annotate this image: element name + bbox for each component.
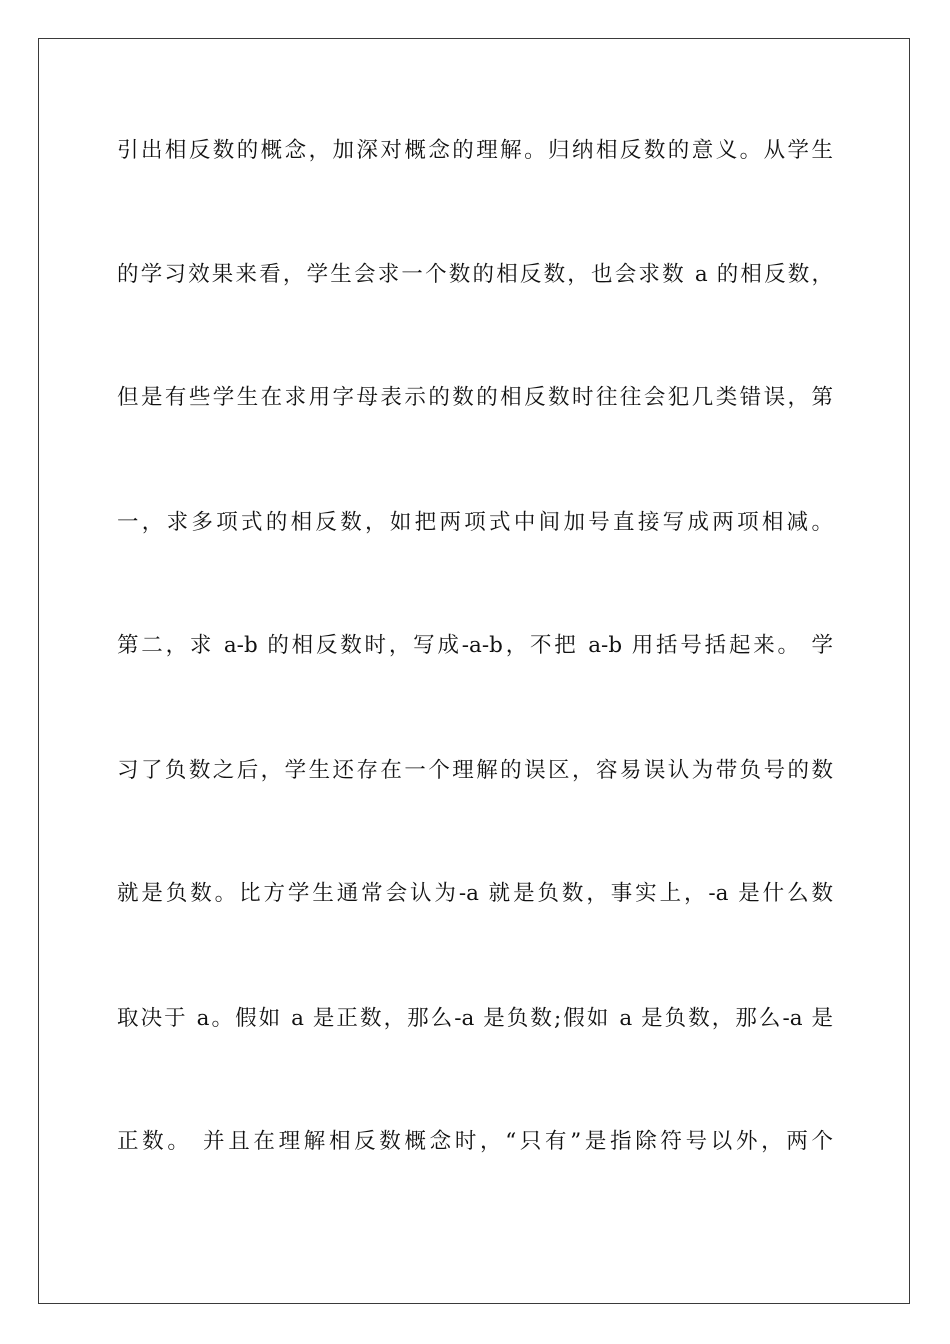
text-line: 引出相反数的概念，加深对概念的理解。归纳相反数的意义。从学生	[117, 138, 833, 163]
text-line: 第二，求 a-b 的相反数时，写成-a-b，不把 a-b 用括号括起来。 学	[117, 633, 833, 658]
text-line: 正数。 并且在理解相反数概念时，“只有”是指除符号以外，两个	[117, 1129, 833, 1154]
text-line: 取决于 a。假如 a 是正数，那么-a 是负数;假如 a 是负数，那么-a 是	[117, 1006, 833, 1031]
text-line: 一，求多项式的相反数，如把两项式中间加号直接写成两项相减。	[117, 510, 833, 535]
page-border	[38, 38, 910, 1304]
text-line: 但是有些学生在求用字母表示的数的相反数时往往会犯几类错误，第	[117, 385, 833, 410]
text-line: 的学习效果来看，学生会求一个数的相反数，也会求数 a 的相反数，	[117, 262, 833, 287]
text-line: 习了负数之后，学生还存在一个理解的误区，容易误认为带负号的数	[117, 758, 833, 783]
text-line: 就是负数。比方学生通常会认为-a 就是负数，事实上，-a 是什么数	[117, 881, 833, 906]
